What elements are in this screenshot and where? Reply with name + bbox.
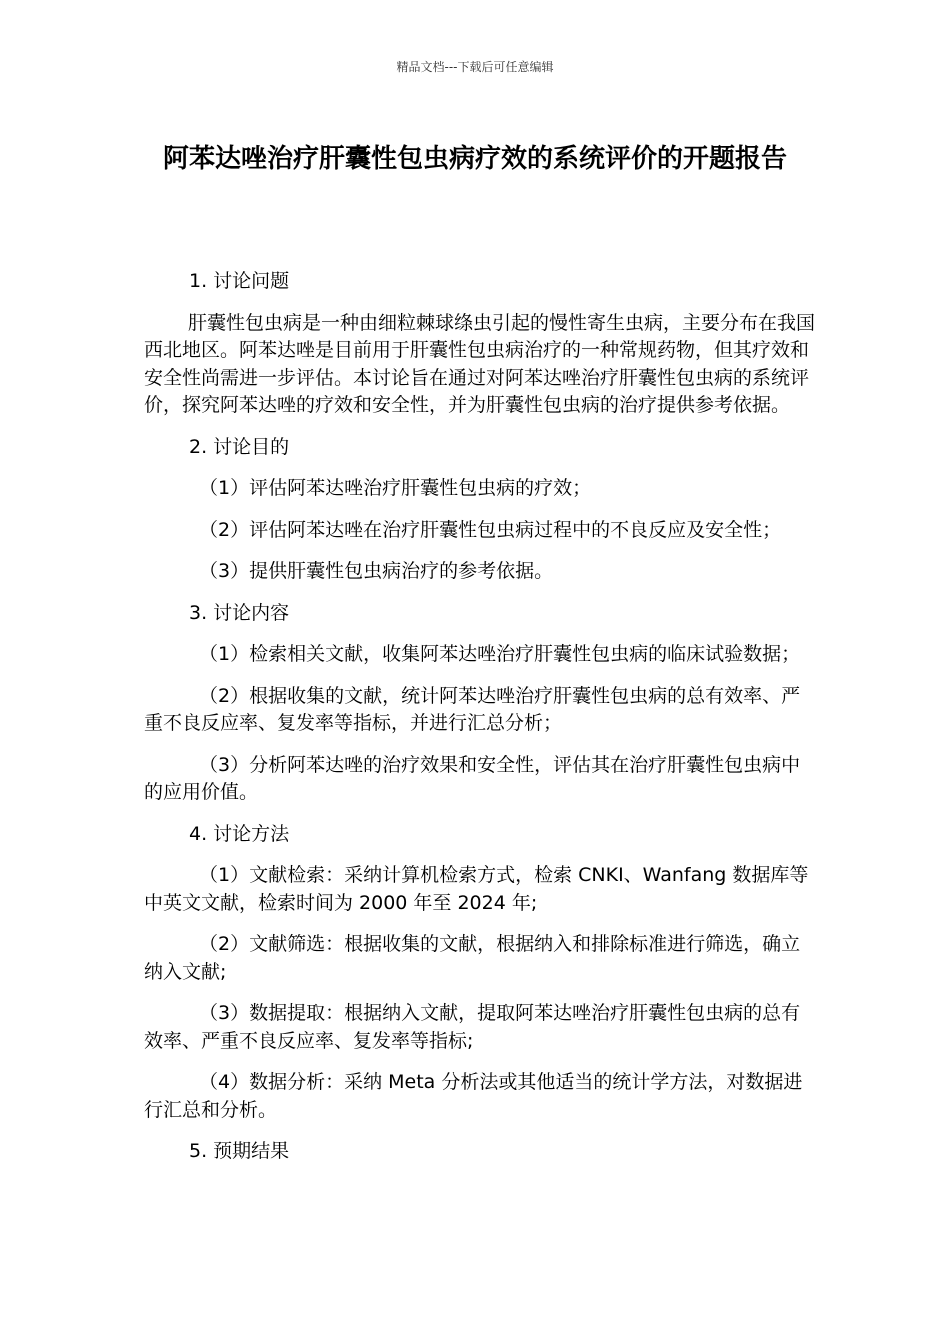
section-2-item-2: （2）评估阿苯达唑在治疗肝囊性包虫病过程中的不良反应及安全性； xyxy=(199,518,782,541)
section-3-item-1: （1）检索相关文献，收集阿苯达唑治疗肝囊性包虫病的临床试验数据； xyxy=(199,643,801,665)
section-heading-3: 3. 讨论内容 xyxy=(189,601,290,624)
section-heading-2: 2. 讨论目的 xyxy=(189,435,290,458)
document-body xyxy=(144,268,816,1180)
section-2-item-1: （1）评估阿苯达唑治疗肝囊性包虫病的疗效； xyxy=(199,477,592,499)
document-title: 阿苯达唑治疗肝囊性包虫病疗效的系统评价的开题报告 xyxy=(162,144,787,174)
section-heading-5: 5. 预期结果 xyxy=(189,1140,290,1162)
section-4-item-2: （2）文献筛选：根据收集的文献，根据纳入和排除标准进行筛选，确立纳入文献; xyxy=(144,933,801,983)
section-heading-1: 1. 讨论问题 xyxy=(189,270,290,292)
section-4-item-4: （4）数据分析：采纳 Meta 分析法或其他适当的统计学方法，对数据进行汇总和分析。 xyxy=(144,1071,803,1121)
section-3-item-3: （3）分析阿苯达唑的治疗效果和安全性，评估其在治疗肝囊性包虫病中的应用价值。 xyxy=(144,753,801,803)
header-note: 精品文档---下载后可任意编辑 xyxy=(396,60,554,74)
section-1-paragraph: 肝囊性包虫病是一种由细粒棘球绦虫引起的慢性寄生虫病，主要分布在我国西北地区。阿苯达唑是目前用于肝囊性包虫病治疗的一种常规药物，但其疗效和安全性尚需进一步评估。本讨论旨在通过对阿苯达唑治疗肝囊性包虫病的系统评价，探究阿苯达唑的疗效和安全性，并为肝囊性包虫病的治疗提供参考依据。 xyxy=(144,311,816,416)
section-4-item-3: （3）数据提取：根据纳入文献，提取阿苯达唑治疗肝囊性包虫病的总有效率、严重不良反应率、复发率等指标; xyxy=(144,1002,801,1052)
section-4-item-1: （1）文献检索：采纳计算机检索方式，检索 CNKI、Wanfang 数据库等中英文文献，检索时间为 2000 年至 2024 年; xyxy=(144,864,809,914)
section-3-item-2: （2）根据收集的文献，统计阿苯达唑治疗肝囊性包虫病的总有效率、严重不良反应率、复发率等指标，并进行汇总分析； xyxy=(144,684,801,734)
section-heading-4: 4. 讨论方法 xyxy=(189,822,290,845)
section-2-item-3: （3）提供肝囊性包虫病治疗的参考依据。 xyxy=(199,560,554,582)
